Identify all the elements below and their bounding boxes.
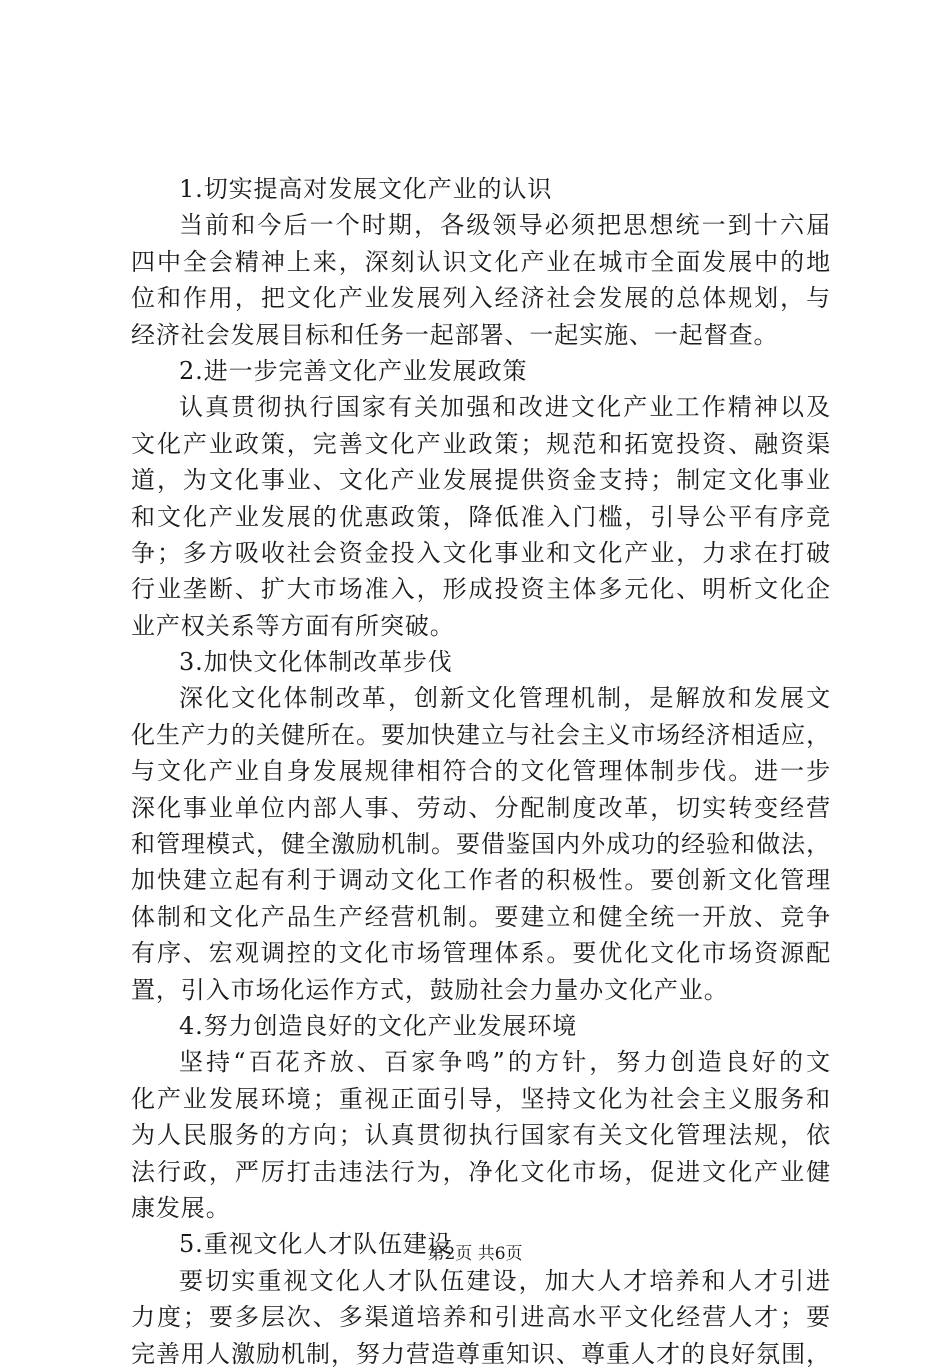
paragraph-line: 和文化产业发展的优惠政策，降低准入门槛，引导公平有序竞 [131,502,831,531]
paragraph-line: 康发展。 [131,1193,231,1222]
paragraph-line: 完善用人激励机制，努力营造尊重知识、尊重人才的良好氛围， [131,1339,831,1368]
paragraph-line: 化生产力的关健所在。要加快建立与社会主义市场经济相适应， [131,720,831,749]
paragraph-line: 当前和今后一个时期，各级领导必须把思想统一到十六届 [179,211,831,240]
paragraph-line: 争；多方吸收社会资金投入文化事业和文化产业，力求在打破 [131,538,831,567]
paragraph-line: 有序、宏观调控的文化市场管理体系。要优化文化市场资源配 [131,939,831,968]
paragraph-line: 与文化产业自身发展规律相符合的文化管理体制步伐。进一步 [131,757,831,786]
paragraph-line: 力度；要多层次、多渠道培养和引进高水平文化经营人才；要 [131,1303,831,1332]
paragraph-line: 和管理模式，健全激励机制。要借鉴国内外成功的经验和做法， [131,830,831,859]
paragraph-line: 位和作用，把文化产业发展列入经济社会发展的总体规划，与 [131,284,831,313]
paragraph-line: 体制和文化产品生产经营机制。要建立和健全统一开放、竞争 [131,902,831,931]
paragraph-line: 道，为文化事业、文化产业发展提供资金支持；制定文化事业 [131,466,831,495]
document-body [131,171,831,1372]
paragraph-line: 加快建立起有利于调动文化工作者的积极性。要创新文化管理 [131,866,831,895]
paragraph-line: 置，引入市场化运作方式，鼓励社会力量办文化产业。 [131,975,729,1004]
paragraph-line: 认真贯彻执行国家有关加强和改进文化产业工作精神以及 [179,393,831,422]
paragraph-line: 四中全会精神上来，深刻认识文化产业在城市全面发展中的地 [131,247,831,276]
page-footer: 第2页 共6页 [427,1244,523,1264]
section-heading: 4.努力创造良好的文化产业发展环境 [179,1011,578,1040]
paragraph-line: 经济社会发展目标和任务一起部署、一起实施、一起督查。 [131,320,779,349]
paragraph-line: 业产权关系等方面有所突破。 [131,611,455,640]
paragraph-line: 深化事业单位内部人事、劳动、分配制度改革，切实转变经营 [131,793,831,822]
paragraph-line: 坚持“百花齐放、百家争鸣”的方针，努力创造良好的文 [179,1048,831,1077]
section-heading: 5.重视文化人才队伍建设 [179,1230,453,1259]
section-heading: 3.加快文化体制改革步伐 [179,648,453,677]
section-heading: 2.进一步完善文化产业发展政策 [179,356,528,385]
paragraph-line: 行业垄断、扩大市场准入，形成投资主体多元化、明析文化企 [131,575,831,604]
section-heading: 1.切实提高对发展文化产业的认识 [179,175,553,203]
paragraph-line: 要切实重视文化人才队伍建设，加大人才培养和人才引进 [179,1266,831,1295]
paragraph-line: 文化产业政策，完善文化产业政策；规范和拓宽投资、融资渠 [131,429,831,458]
paragraph-line: 深化文化体制改革，创新文化管理机制，是解放和发展文 [179,684,831,713]
paragraph-line: 为人民服务的方向；认真贯彻执行国家有关文化管理法规，依 [131,1121,831,1150]
paragraph-line: 法行政，严厉打击违法行为，净化文化市场，促进文化产业健 [131,1157,831,1186]
paragraph-line: 化产业发展环境；重视正面引导，坚持文化为社会主义服务和 [131,1084,831,1113]
